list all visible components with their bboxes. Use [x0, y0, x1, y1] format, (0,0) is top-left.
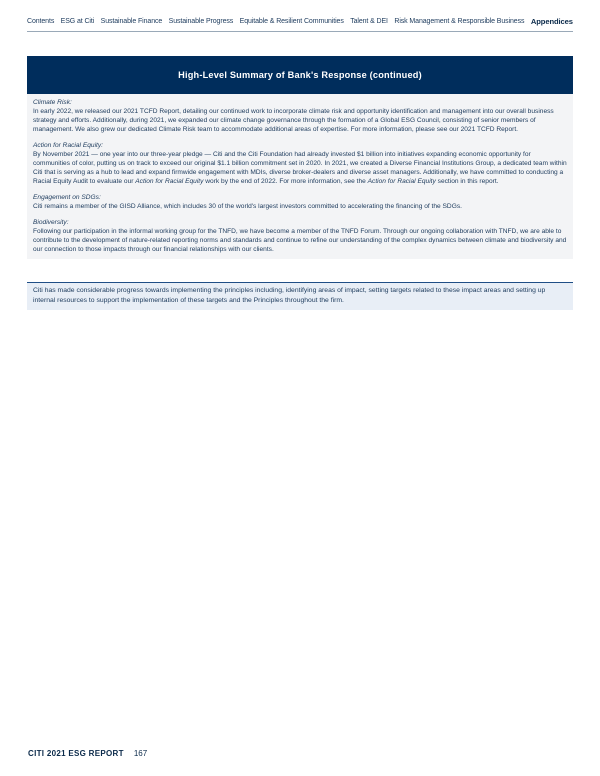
panel-title: High-Level Summary of Bank's Response (continued)	[178, 70, 422, 80]
nav-talent-dei[interactable]: Talent & DEI	[350, 17, 388, 25]
text-part: work by the end of 2022. For more information, see the	[203, 178, 368, 185]
emphasis-link-text: Action for Racial Equity	[367, 178, 436, 185]
nav-contents[interactable]: Contents	[27, 17, 55, 25]
section-label: Engagement on SDGs:	[33, 194, 101, 201]
section-climate-risk	[33, 98, 567, 134]
text-part: By November 2021 — one year into our three-year pledge — Citi and the Citi Foundation had already invested $1 billion into initiatives expanding economic opportunity for communities of color, putting us on track to exceed our original $1.1 billion commitment set in 2020. In 2021, we created a Diverse Financial Institutions Group, a dedicated team within Citi that is serving as a hub to lead and expand firmwide engagement with MDIs, diverse broker-dealers and diverse asset managers. Additionally, we have committed to conducting a Racial Equity Audit to evaluate our	[33, 151, 567, 185]
panel-body	[27, 94, 573, 259]
section-racial-equity	[33, 141, 567, 186]
section-label: Action for Racial Equity:	[33, 142, 103, 149]
section-label: Biodiversity:	[33, 219, 69, 226]
text-part: section in this report.	[435, 178, 499, 185]
callout-text: Citi has made considerable progress towards implementing the principles including, identifying areas of impact, setting targets related to these impact areas and setting up internal resources to support the implementation of these targets and the Principles throughout the firm.	[33, 287, 546, 304]
nav-equitable-resilient-communities[interactable]: Equitable & Resilient Communities	[239, 17, 344, 25]
summary-panel	[27, 56, 573, 259]
principles-callout	[27, 282, 573, 310]
nav-appendices[interactable]: Appendices	[530, 16, 573, 26]
nav-sustainable-progress[interactable]: Sustainable Progress	[168, 17, 234, 25]
section-text: Citi remains a member of the GISD Alliance, which includes 30 of the world's largest investors committed to accelerating the financing of the SDGs.	[33, 203, 462, 210]
nav-divider	[27, 31, 573, 32]
page-footer	[28, 749, 147, 758]
report-title: CITI 2021 ESG REPORT	[28, 749, 124, 758]
top-navigation	[27, 14, 573, 28]
section-sdgs	[33, 193, 567, 211]
section-text: In early 2022, we released our 2021 TCFD Report, detailing our continued work to incorporate climate risk and opportunity identification and management into our overall business strategy and efforts. Additionally, during 2021, we expanded our climate change governance through the formation of a Global ESG Council, consisting of senior members of management. We also grew our dedicated Climate Risk team to accommodate additional areas of expertise. For more information, please see our 2021 TCFD Report.	[33, 108, 554, 133]
emphasis-text: Action for Racial Equity	[135, 178, 204, 185]
nav-sustainable-finance[interactable]: Sustainable Finance	[100, 17, 163, 25]
section-text: Following our participation in the informal working group for the TNFD, we have become a member of the TNFD Forum. Through our ongoing collaboration with TNFD, we are able to contribute to the development of nature-related reporting norms and standards and continue to refine our understanding of the complex dynamics between climate and biodiversity and our connection to those impacts through our financial relationships with our clients.	[33, 228, 567, 253]
section-text	[33, 150, 567, 186]
section-biodiversity	[33, 218, 567, 254]
page-number: 167	[133, 749, 148, 758]
panel-header	[27, 56, 573, 94]
nav-esg-at-citi[interactable]: ESG at Citi	[60, 17, 95, 25]
section-label: Climate Risk:	[33, 99, 72, 106]
nav-risk-management[interactable]: Risk Management & Responsible Business	[394, 17, 525, 25]
